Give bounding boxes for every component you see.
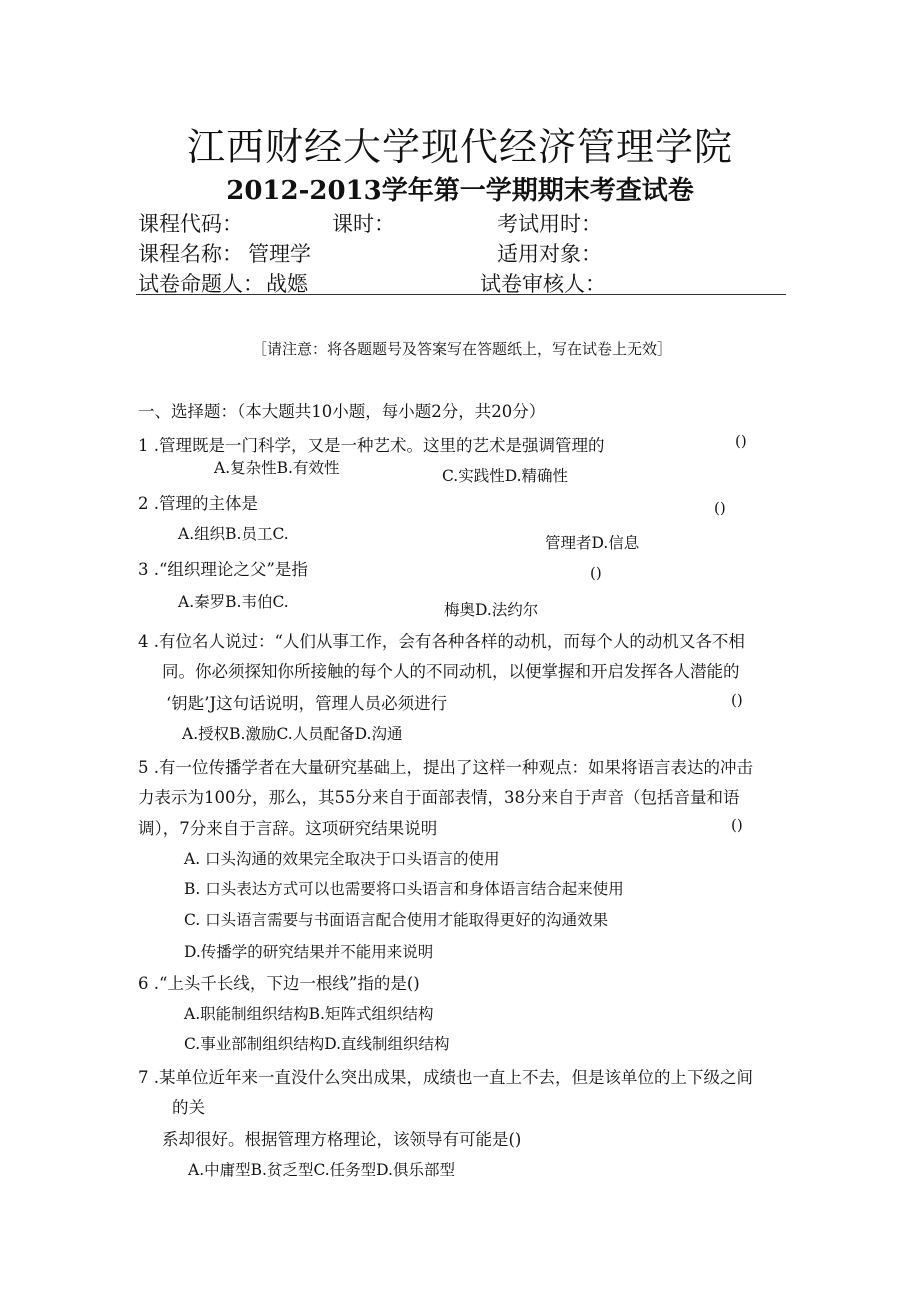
q6-options-ab: A.职能制组织结构B.矩阵式组织结构 (184, 1005, 434, 1023)
q5-option-b: B. 口头表达方式可以也需要将口头语言和身体语言结合起来使用 (184, 880, 624, 898)
q1-stem: 1 .管理既是一门科学，又是一种艺术。这里的艺术是强调管理的 (138, 436, 605, 455)
q5-stem-line-2: 力表示为100分，那么，其55分来自于面部表情，38分来自于声音（包括音量和语 (138, 788, 740, 807)
hours-label: 课时： (332, 212, 395, 236)
exam-title: 2012-2013学年第一学期期末考查试卷 (226, 176, 694, 206)
q5-stem-line-3: 调），7分来自于言辞。这项研究结果说明 (138, 819, 438, 838)
q3-answer-blank: () (590, 564, 602, 582)
q4-answer-blank: () (731, 691, 743, 709)
answer-notice: ［请注意：将各题题号及答案写在答题纸上，写在试卷上无效］ (252, 340, 673, 358)
duration-label: 考试用时： (497, 212, 602, 236)
q7-stem-line-1: 7 .某单位近年来一直没什么突出成果，成绩也一直上不去，但是该单位的上下级之间 (138, 1068, 753, 1087)
q5-option-a: A. 口头沟通的效果完全取决于口头语言的使用 (184, 850, 500, 868)
q5-stem-line-1: 5 .有一位传播学者在大量研究基础上，提出了这样一种观点：如果将语言表达的冲击 (138, 758, 753, 777)
author-value: 战嫕 (266, 272, 308, 296)
q4-stem-line-1: 4 .有位名人说过：“人们从事工作，会有各种各样的动机，而每个人的动机又各不相 (138, 632, 745, 651)
q5-answer-blank: () (731, 816, 743, 834)
q1-options-cd: C.实践性D.精确性 (442, 467, 569, 485)
q2-answer-blank: () (714, 499, 726, 517)
q1-answer-blank: () (735, 432, 747, 450)
q6-stem: 6 .“上头千长线，下边一根线”指的是() (138, 974, 420, 993)
q5-option-d: D.传播学的研究结果并不能用来说明 (184, 943, 434, 961)
q7-options: A.中庸型B.贫乏型C.任务型D.俱乐部型 (188, 1161, 455, 1179)
course-name-label: 课程名称： (138, 242, 243, 266)
course-code-label: 课程代码： (138, 212, 243, 236)
q4-stem-line-3: ‘钥匙’J这句话说明，管理人员必须进行 (166, 694, 448, 713)
reviewer-label: 试卷审核人： (480, 272, 606, 296)
q4-options: A.授权B.激励C.人员配备D.沟通 (182, 725, 403, 743)
q7-stem-line-3: 系却很好。根据管理方格理论，该领导有可能是() (162, 1130, 522, 1149)
q3-options-cd: 梅奥D.法约尔 (444, 601, 539, 619)
school-title: 江西财经大学现代经济管理学院 (186, 125, 733, 169)
q3-options-ab: A.秦罗B.韦伯C. (178, 593, 289, 611)
q5-option-c: C. 口头语言需要与书面语言配合使用才能取得更好的沟通效果 (184, 911, 609, 929)
author-label: 试卷命题人： (138, 272, 264, 296)
section-title: 一、选择题：（本大题共10小题，每小题2分，共20分） (138, 402, 546, 421)
q7-stem-line-2: 的关 (172, 1098, 205, 1117)
q3-stem: 3 .“组织理论之父”是指 (138, 560, 308, 579)
q4-stem-line-2: 同。你必须探知你所接触的每个人的不同动机，以便掌握和开启发挥各人潜能的 (162, 662, 740, 681)
q1-options-ab: A.复杂性B.有效性 (214, 459, 340, 477)
audience-label: 适用对象： (497, 242, 602, 266)
q2-options-ab: A.组织B.员工C. (178, 525, 289, 543)
q6-options-cd: C.事业部制组织结构D.直线制组织结构 (184, 1035, 450, 1053)
course-name-value: 管理学 (248, 242, 311, 266)
q2-stem: 2 .管理的主体是 (138, 494, 258, 513)
header-divider (136, 294, 786, 295)
q2-options-cd: 管理者D.信息 (545, 534, 640, 552)
